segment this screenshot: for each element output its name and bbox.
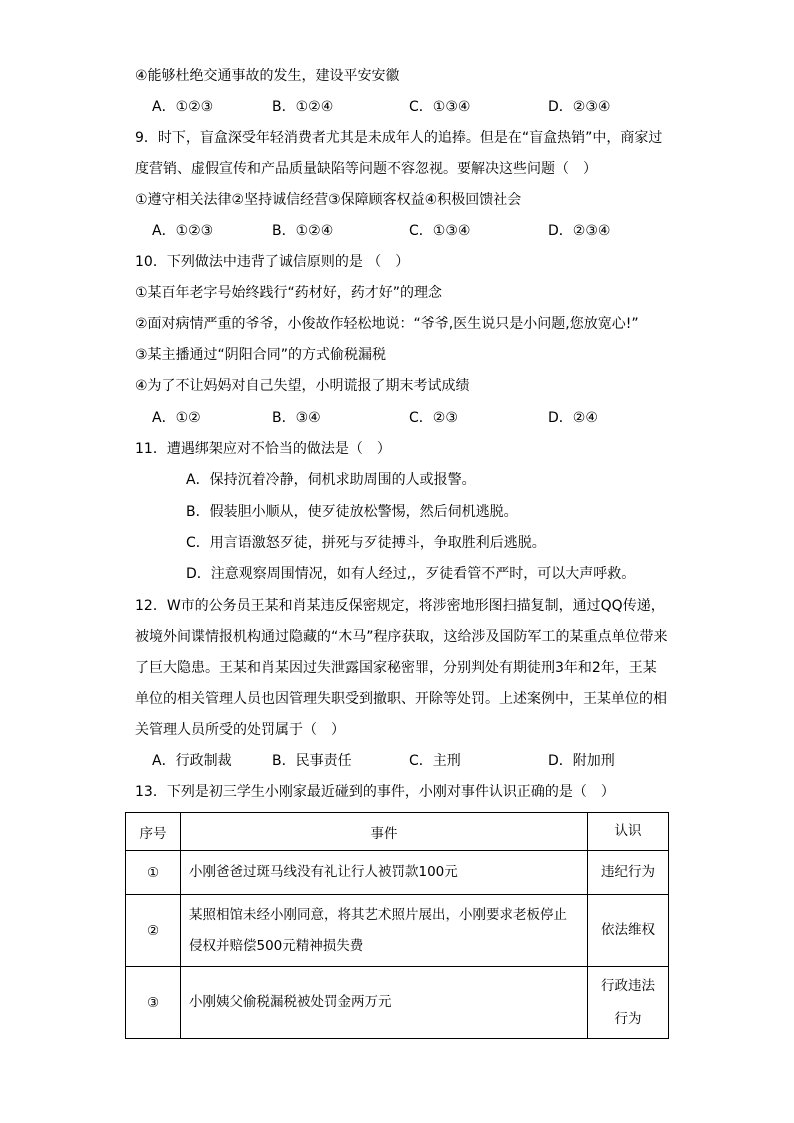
q8-option-a: A．①②③ — [152, 99, 214, 115]
q8-item-4: ④能够杜绝交通事故的发生，建设平安安徽 — [135, 68, 400, 84]
q11-option-a: A．保持沉着冷静，伺机求助周围的人或报警。 — [186, 472, 476, 488]
table-row — [126, 851, 669, 895]
q9-items: ①遵守相关法律②坚持诚信经营③保障顾客权益④积极回馈社会 — [135, 192, 522, 208]
q9-option-a: A．①②③ — [152, 223, 214, 239]
q11-option-b: B．假装胆小顺从，使歹徒放松警惕，然后伺机逃脱。 — [186, 504, 518, 520]
header-verdict: 认识 — [588, 813, 669, 851]
q10-option-c: C．②③ — [409, 410, 458, 426]
header-event: 事件 — [181, 813, 588, 851]
q13-stem: 13．下列是初三学生小刚家最近碰到的事件，小刚对事件认识正确的是（ ） — [135, 784, 615, 800]
q12-option-b: B．民事责任 — [272, 753, 352, 769]
row-event: 某照相馆未经小刚同意，将其艺术照片展出，小刚要求老板停止侵权并赔偿500元精神损失费 — [181, 895, 588, 967]
q12-option-c: C．主刑 — [409, 753, 461, 769]
row-verdict: 违纪行为 — [588, 851, 669, 895]
row-verdict: 行政违法行为 — [588, 967, 669, 1039]
q10-stem: 10．下列做法中违背了诚信原则的是 （ ） — [135, 254, 410, 270]
q10-item-2: ②面对病情严重的爷爷，小俊故作轻松地说：“爷爷,医生说只是小问题,您放宽心!” — [135, 316, 639, 332]
table-row — [126, 895, 669, 967]
table-header-row — [126, 813, 669, 851]
row-event: 小刚姨父偷税漏税被处罚金两万元 — [181, 967, 588, 1039]
row-seq: ① — [126, 851, 181, 895]
q11-option-d: D．注意观察周围情况，如有人经过,，歹徒看管不严时，可以大声呼救。 — [186, 566, 636, 582]
row-event: 小刚爸爸过斑马线没有礼让行人被罚款100元 — [181, 851, 588, 895]
row-seq: ② — [126, 895, 181, 967]
q8-option-b: B．①②④ — [272, 99, 334, 115]
q9-option-c: C．①③④ — [409, 223, 471, 239]
header-seq: 序号 — [126, 813, 181, 851]
q10-item-4: ④为了不让妈妈对自己失望，小明谎报了期末考试成绩 — [135, 378, 470, 394]
table-row — [126, 967, 669, 1039]
q8-option-d: D．②③④ — [548, 99, 611, 115]
q12-option-d: D．附加刑 — [548, 753, 615, 769]
q10-option-b: B．③④ — [272, 410, 321, 426]
q12-stem-line3: 了巨大隐患。王某和肖某因过失泄露国家秘密罪，分别判处有期徒刑3年和2年，王某 — [135, 660, 657, 676]
q10-option-d: D．②④ — [548, 410, 598, 426]
q12-option-a: A．行政制裁 — [152, 753, 232, 769]
q9-stem-line2: 度营销、虚假宣传和产品质量缺陷等问题不容忽视。要解决这些问题（ ） — [135, 161, 597, 177]
q10-option-a: A．①② — [152, 410, 201, 426]
q12-stem-line2: 被境外间谍情报机构通过隐藏的“木马”程序获取，这给涉及国防军工的某重点单位带来 — [135, 629, 668, 645]
q9-option-d: D．②③④ — [548, 223, 611, 239]
q9-option-b: B．①②④ — [272, 223, 334, 239]
q9-stem-line1: 9．时下，盲盒深受年轻消费者尤其是未成年人的追捧。但是在“盲盒热销”中，商家过 — [135, 130, 663, 146]
row-verdict: 依法维权 — [588, 895, 669, 967]
q12-stem-line4: 单位的相关管理人员也因管理失职受到撤职、开除等处罚。上述案例中，王某单位的相 — [135, 691, 667, 707]
q10-item-1: ①某百年老字号始终践行“药材好，药才好”的理念 — [135, 285, 443, 301]
q8-option-c: C．①③④ — [409, 99, 471, 115]
q13-events-table — [125, 812, 669, 1039]
q11-stem: 11．遭遇绑架应对不恰当的做法是（ ） — [135, 441, 391, 457]
q10-item-3: ③某主播通过“阴阳合同”的方式偷税漏税 — [135, 347, 387, 363]
row-seq: ③ — [126, 967, 181, 1039]
q12-stem-line5: 关管理人员所受的处罚属于（ ） — [135, 722, 345, 738]
q12-stem-line1: 12．W市的公务员王某和肖某违反保密规定，将涉密地形图扫描复制，通过QQ传递， — [135, 598, 665, 614]
q11-option-c: C．用言语激怒歹徒，拼死与歹徒搏斗，争取胜利后逃脱。 — [186, 535, 546, 551]
